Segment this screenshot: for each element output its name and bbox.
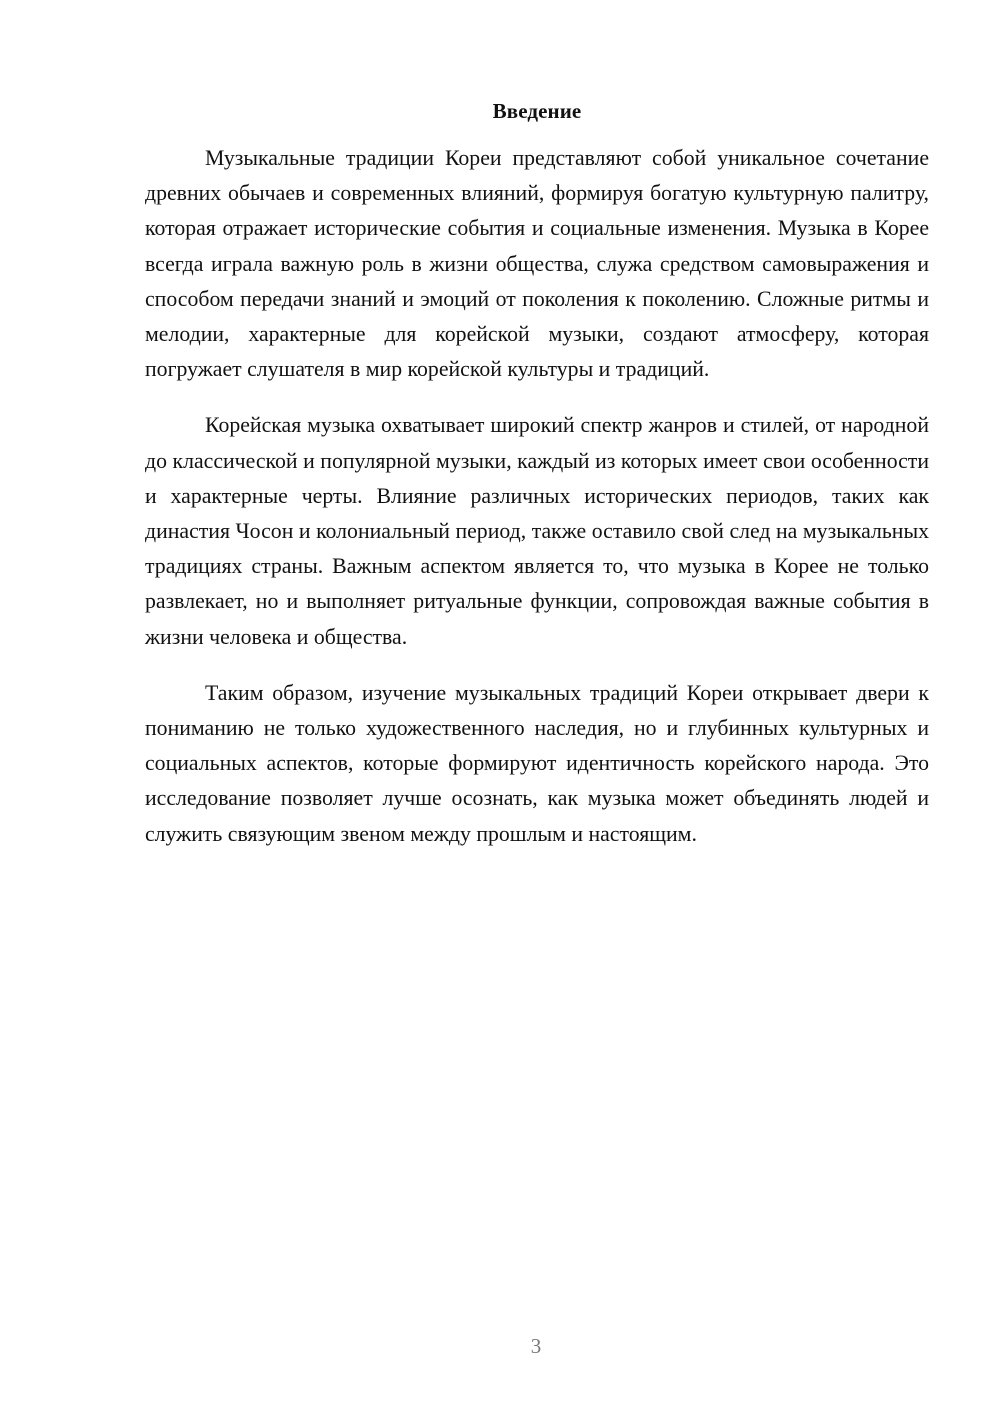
paragraph-1: Музыкальные традиции Кореи представляют собой уникальное сочетание древних обычаев и современных влияний, формируя богатую культурную палитру, которая отражает исторические события и социальные изменения. Музыка в Корее всегда играла важную роль в жизни общества, служа средством самовыражения и способом передачи знаний и эмоций от поколения к поколению. Сложные ритмы и мелодии, характерные для корейской музыки, создают атмосферу, которая погружает слушателя в мир корейской культуры и традиций. <box>145 146 929 382</box>
section-title: Введение <box>492 99 582 123</box>
page-content <box>145 95 929 873</box>
paragraph-3: Таким образом, изучение музыкальных традиций Кореи открывает двери к пониманию не только художественного наследия, но и глубинных культурных и социальных аспектов, которые формируют идентичность корейского народа. Это исследование позволяет лучше осознать, как музыка может объединять людей и служить связующим звеном между прошлым и настоящим. <box>145 680 929 846</box>
page-number: 3 <box>530 1334 542 1358</box>
paragraph-2: Корейская музыка охватывает широкий спектр жанров и стилей, от народной до классической и популярной музыки, каждый из которых имеет свои особенности и характерные черты. Влияние различных исторических периодов, таких как династия Чосон и колониальный период, также оставило свой след на музыкальных традициях страны. Важным аспектом является то, что музыка в Корее не только развлекает, но и выполняет ритуальные функции, сопровождая важные события в жизни человека и общества. <box>145 413 929 649</box>
